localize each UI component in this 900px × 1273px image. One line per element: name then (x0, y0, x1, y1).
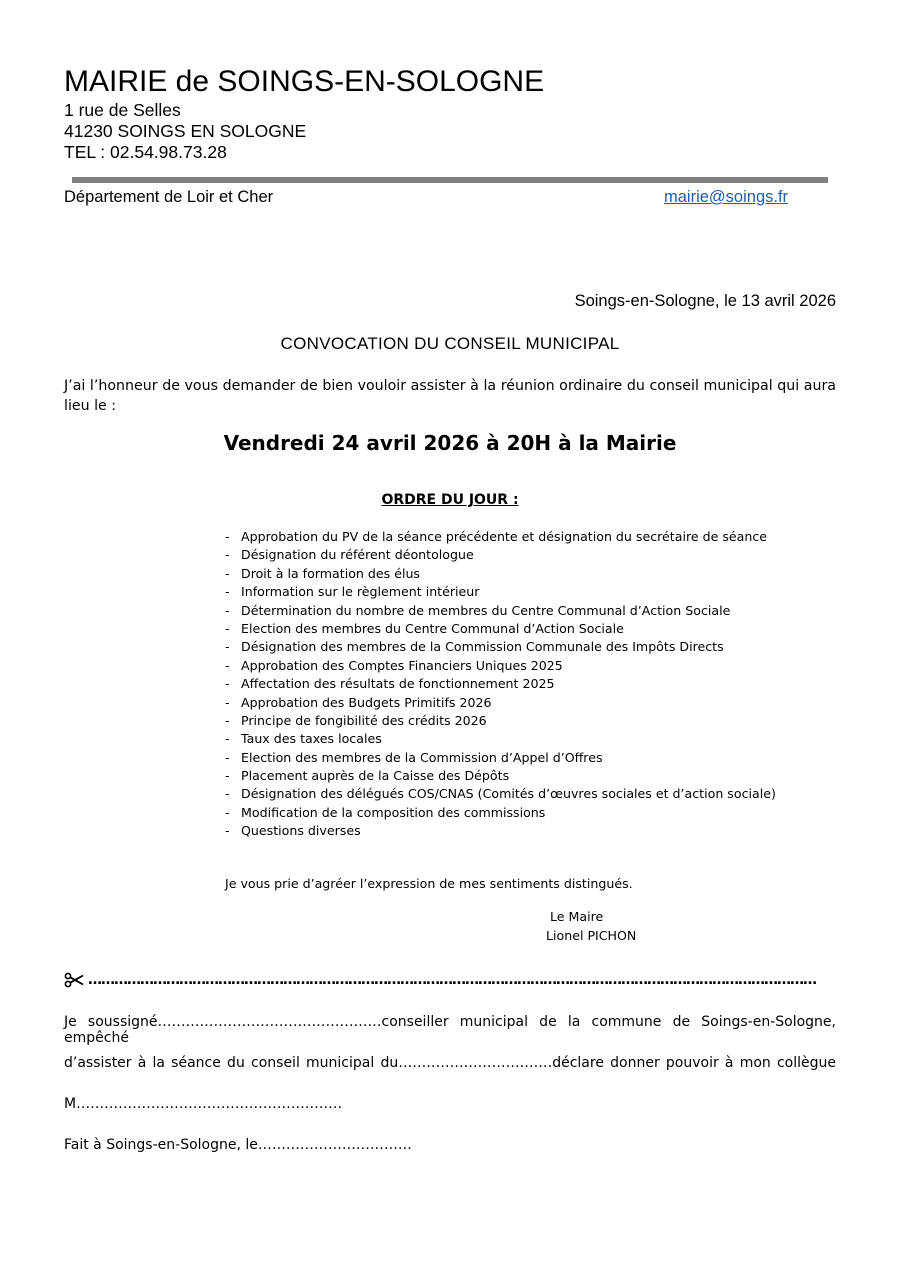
agenda-item: - Placement auprès de la Caisse des Dépôts (225, 767, 776, 785)
agenda-item: - Approbation des Budgets Primitifs 2026 (225, 694, 776, 712)
header-divider (72, 177, 828, 183)
proxy-line-4: Fait à Soings-en-Sologne, le…………………………… (64, 1137, 412, 1153)
department-label: Département de Loir et Cher (64, 188, 274, 206)
agenda-item: - Election des membres de la Commission d’Appel d’Offres (225, 749, 776, 767)
agenda-item: - Principe de fongibilité des crédits 2026 (225, 712, 776, 730)
agenda-item: - Affectation des résultats de fonctionnement 2025 (225, 675, 776, 693)
agenda-item: - Détermination du nombre de membres du Centre Communal d’Action Sociale (225, 602, 776, 620)
intro-paragraph: J’ai l’honneur de vous demander de bien vouloir assister à la réunion ordinaire du conseil municipal qui aura lieu le : (64, 378, 836, 414)
agenda-item: - Questions diverses (225, 822, 776, 840)
letter-date: Soings-en-Sologne, le 13 avril 2026 (574, 292, 836, 310)
proxy-line-1: Je soussigné…………………………………………conseiller municipal de la commune de Soings-en-Sologne, empêché (64, 1014, 836, 1046)
address-city: 41230 SOINGS EN SOLOGNE (64, 121, 307, 141)
scissors-icon (64, 972, 84, 988)
agenda-item: - Approbation du PV de la séance précédente et désignation du secrétaire de séance (225, 528, 776, 546)
cut-dotted-line: …………………………………………………………………………………………………………………………………………………… (88, 972, 816, 988)
signature-title: Le Maire (550, 909, 604, 924)
agenda-item: - Désignation des délégués COS/CNAS (Comités d’œuvres sociales et d’action sociale) (225, 785, 776, 803)
page-title: MAIRIE de SOINGS-EN-SOLOGNE (64, 65, 545, 98)
phone-number: TEL : 02.54.98.73.28 (64, 142, 227, 162)
agenda-item: - Modification de la composition des commissions (225, 804, 776, 822)
proxy-line-3: M………………………………………………… (64, 1096, 343, 1112)
agenda-item: - Désignation des membres de la Commission Communale des Impôts Directs (225, 638, 776, 656)
cut-line (64, 966, 836, 994)
signature-name: Lionel PICHON (546, 928, 637, 943)
agenda-item: - Approbation des Comptes Financiers Uniques 2025 (225, 657, 776, 675)
agenda-item: - Taux des taxes locales (225, 730, 776, 748)
agenda-item: - Election des membres du Centre Communal d’Action Sociale (225, 620, 776, 638)
agenda-heading-text: ORDRE DU JOUR : (381, 492, 519, 508)
agenda-item: - Désignation du référent déontologue (225, 546, 776, 564)
address-street: 1 rue de Selles (64, 100, 181, 120)
agenda-item: - Information sur le règlement intérieur (225, 583, 776, 601)
meeting-datetime: Vendredi 24 avril 2026 à 20H à la Mairie (223, 431, 677, 455)
closing-sentence: Je vous prie d’agréer l’expression de mes sentiments distingués. (225, 876, 633, 891)
agenda-heading (0, 492, 900, 508)
agenda-list (225, 528, 776, 841)
proxy-line-2: d’assister à la séance du conseil municipal du……………………………déclare donner pouvoir à mon collègue (64, 1055, 836, 1071)
letter-subject: CONVOCATION DU CONSEIL MUNICIPAL (280, 334, 620, 353)
agenda-item: - Droit à la formation des élus (225, 565, 776, 583)
email-link[interactable]: mairie@soings.fr (664, 188, 789, 206)
